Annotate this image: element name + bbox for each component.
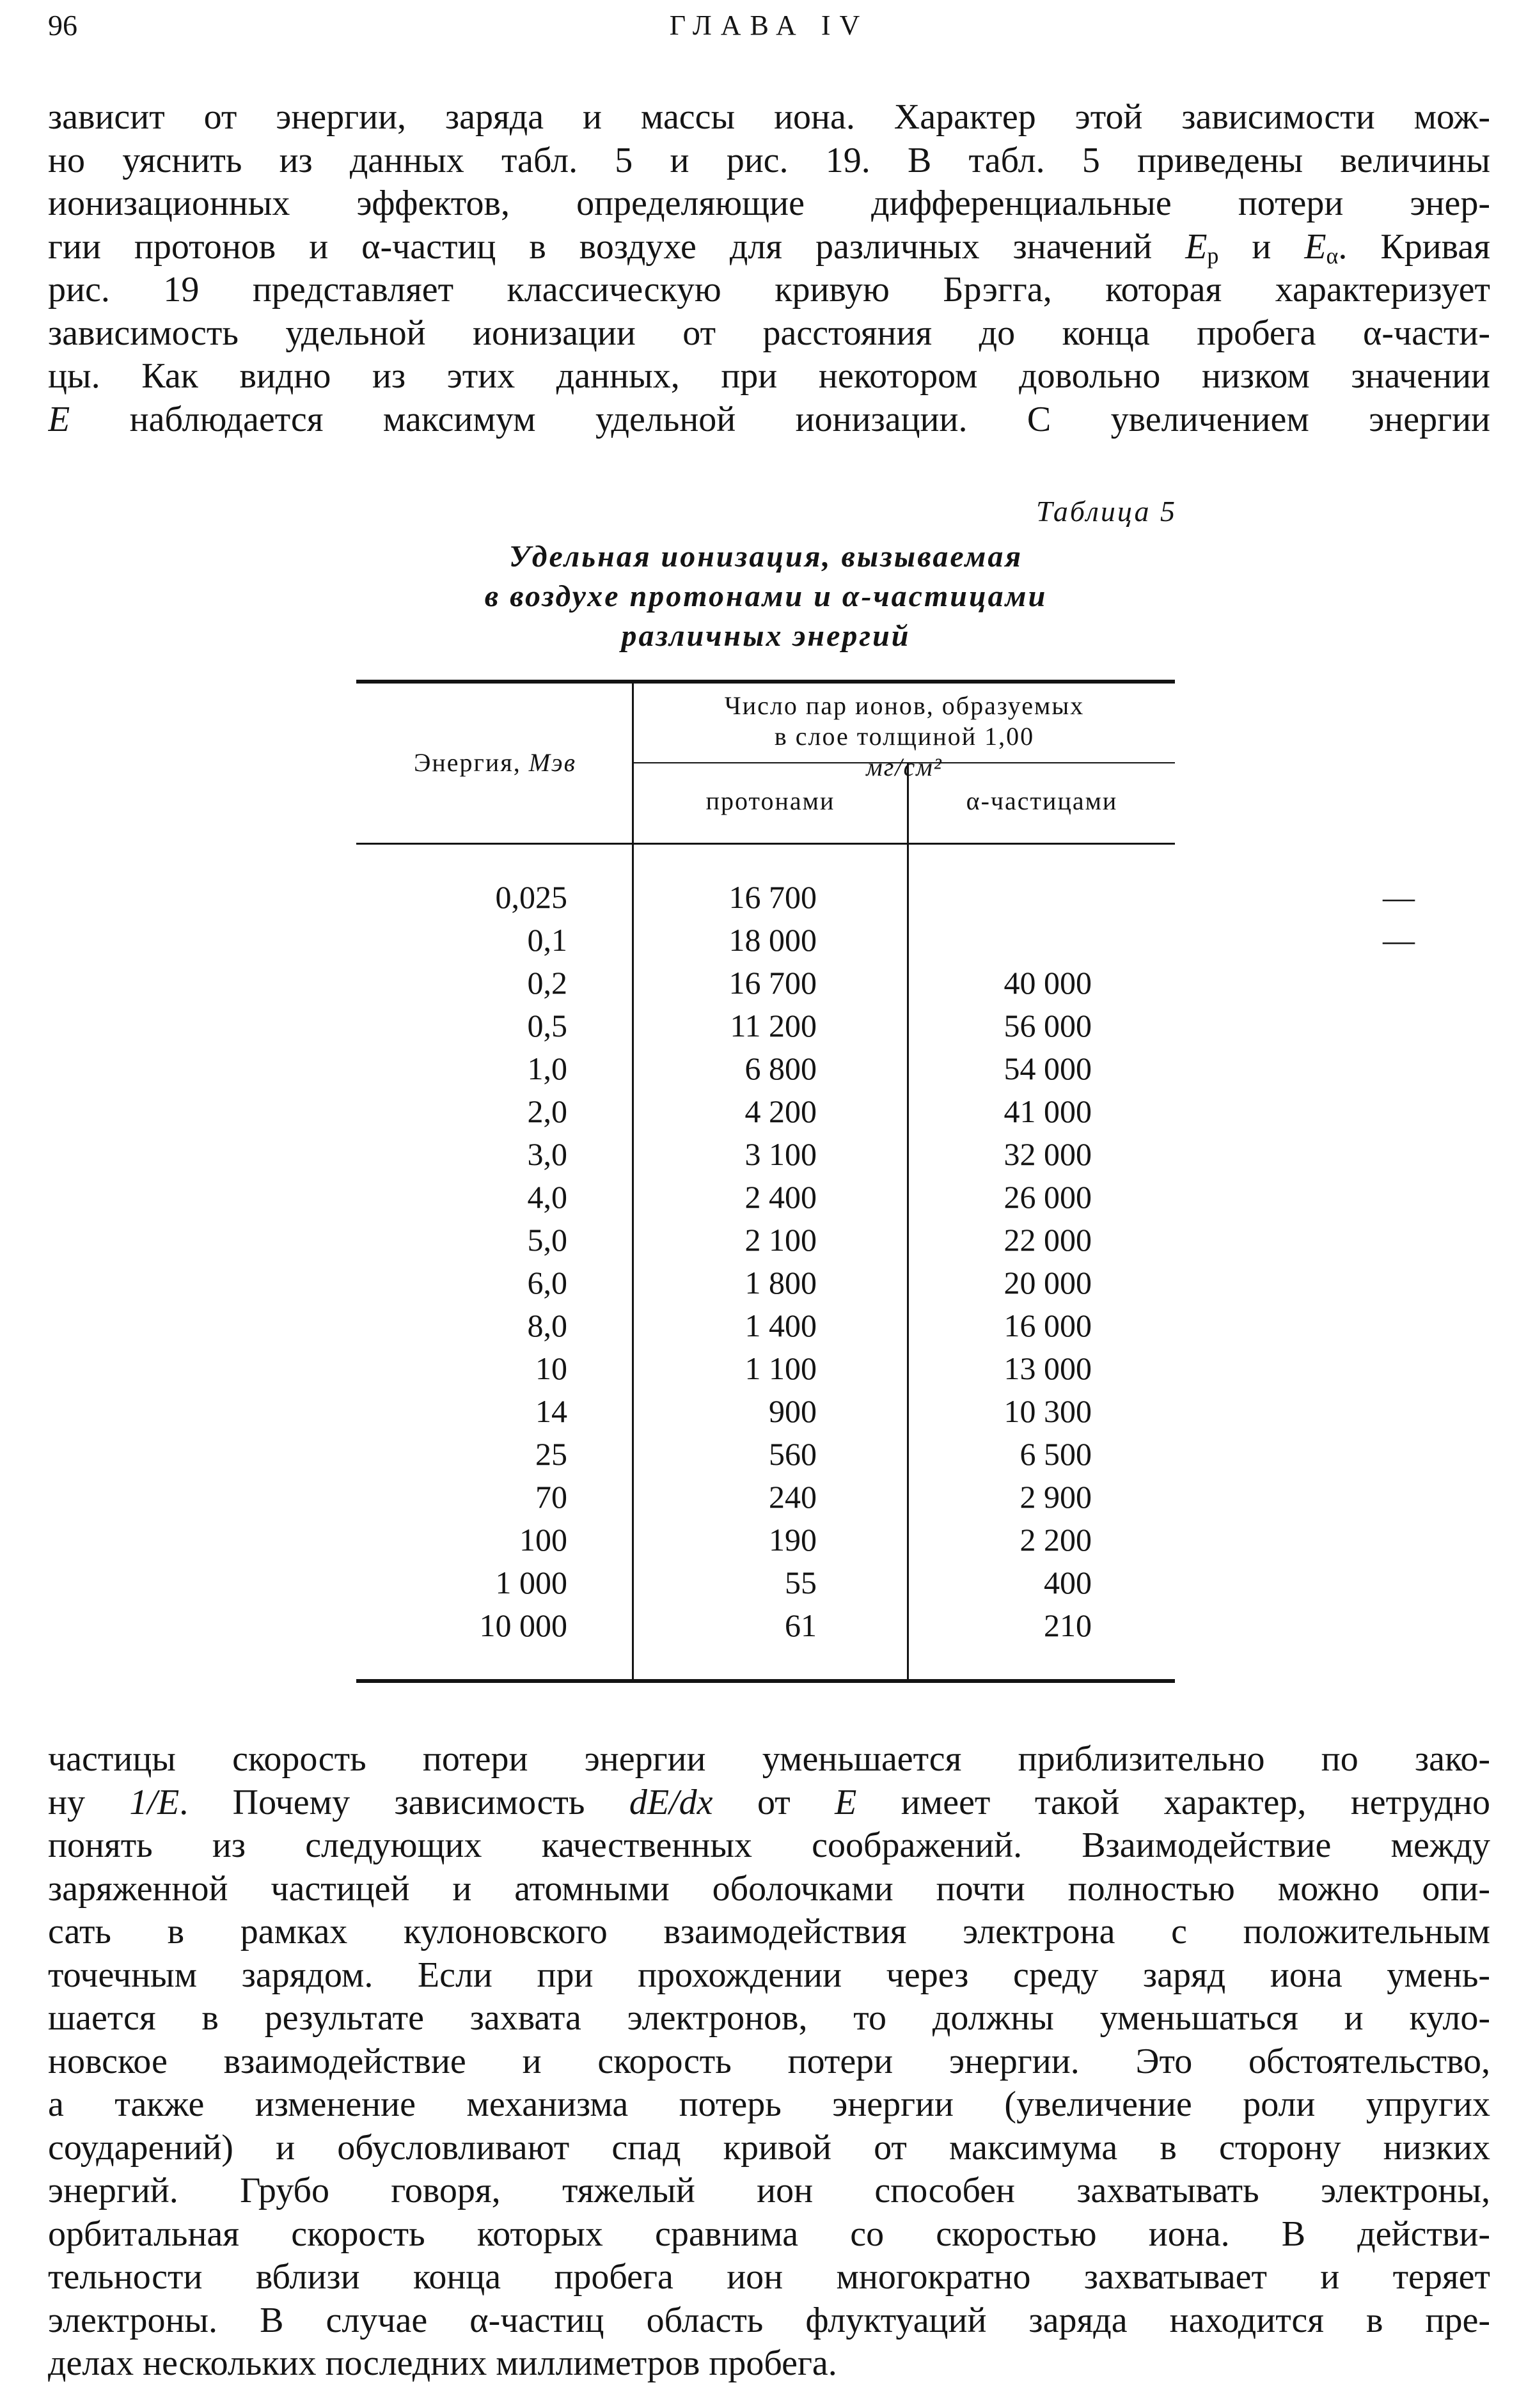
table-title-line: в воздухе протонами и α-частицами bbox=[484, 579, 1048, 613]
table-row bbox=[356, 1347, 1175, 1390]
energy-cell: 6,0 bbox=[527, 1265, 567, 1301]
text-line: точечным зарядом. Если при прохождении через среду заряд иона умень- bbox=[48, 1955, 1490, 1995]
protons-cell: 55 bbox=[785, 1565, 817, 1600]
alpha-cell: 400 bbox=[1044, 1565, 1092, 1600]
table-row bbox=[356, 1561, 1175, 1604]
text-line: делах нескольких последних миллиметров пробега. bbox=[48, 2343, 837, 2383]
alpha-cell: 20 000 bbox=[1004, 1265, 1092, 1301]
energy-cell: 10 000 bbox=[479, 1607, 567, 1643]
text-line: E наблюдается максимум удельной ионизации. С увеличением энергии bbox=[48, 399, 1490, 439]
alpha-cell: 26 000 bbox=[1004, 1179, 1092, 1215]
protons-cell: 3 100 bbox=[744, 1136, 817, 1172]
alpha-cell: 13 000 bbox=[1004, 1350, 1092, 1386]
text-line: цы. Как видно из этих данных, при некотором довольно низком значении bbox=[48, 356, 1490, 396]
math-subscript: p bbox=[1207, 242, 1219, 269]
energy-cell: 1,0 bbox=[527, 1051, 567, 1086]
text-line: тельности вблизи конца пробега ион многократно захватывает и теряет bbox=[48, 2257, 1490, 2297]
page-number: 96 bbox=[48, 9, 77, 42]
alpha-cell: 6 500 bbox=[1019, 1436, 1092, 1472]
text-line: орбитальная скорость которых сравнима со скоростью иона. В действи- bbox=[48, 2214, 1490, 2254]
table-bottom-rule bbox=[356, 1679, 1175, 1683]
alpha-cell: 2 200 bbox=[1019, 1522, 1092, 1558]
text-line: соударений) и обусловливают спад кривой от максимума в сторону низких bbox=[48, 2127, 1490, 2168]
table-row bbox=[356, 1005, 1175, 1047]
running-head: ГЛАВА IV bbox=[669, 10, 869, 41]
protons-cell: 6 800 bbox=[744, 1051, 817, 1086]
table-row bbox=[356, 1133, 1175, 1176]
table-row bbox=[356, 962, 1175, 1005]
protons-cell: 16 700 bbox=[728, 879, 817, 915]
table-row bbox=[356, 1604, 1175, 1647]
energy-cell: 0,1 bbox=[527, 922, 567, 958]
alpha-column-header: α-частицами bbox=[966, 786, 1118, 815]
protons-cell: 16 700 bbox=[728, 965, 817, 1001]
table-row bbox=[356, 876, 1415, 919]
alpha-cell: 210 bbox=[1044, 1607, 1092, 1643]
energy-cell: 100 bbox=[519, 1522, 567, 1558]
paragraph-intro bbox=[48, 96, 1490, 441]
table-title bbox=[358, 537, 1174, 656]
math-expr: dE/dx bbox=[629, 1782, 713, 1822]
text-line: зависит от энергии, заряда и массы иона. Характер этой зависимости мож- bbox=[48, 97, 1490, 137]
energy-cell: 0,5 bbox=[527, 1008, 567, 1044]
alpha-cell: 10 300 bbox=[1004, 1393, 1092, 1429]
energy-cell: 5,0 bbox=[527, 1222, 567, 1258]
alpha-cell: 54 000 bbox=[1004, 1051, 1092, 1086]
table-header-rule bbox=[356, 843, 1175, 845]
alpha-cell: 40 000 bbox=[1004, 965, 1092, 1001]
math-subscript: α bbox=[1326, 242, 1339, 269]
protons-cell: 190 bbox=[769, 1522, 817, 1558]
energy-column-header: Энергия, Мэв bbox=[413, 748, 577, 777]
energy-cell: 3,0 bbox=[527, 1136, 567, 1172]
protons-cell: 560 bbox=[769, 1436, 817, 1472]
protons-cell: 18 000 bbox=[728, 922, 817, 958]
table-body bbox=[356, 876, 1415, 1647]
alpha-cell: — bbox=[1383, 922, 1415, 958]
math-var: E bbox=[835, 1782, 857, 1822]
paragraph-continuation bbox=[48, 1738, 1490, 2386]
table-label: Таблица 5 bbox=[1035, 495, 1177, 528]
ion-pairs-group-header: Число пар ионов, образуемых в слое толщиной 1,00 мг/см² bbox=[724, 691, 1085, 781]
table-row bbox=[356, 919, 1415, 962]
text-line: но уяснить из данных табл. 5 и рис. 19. В табл. 5 приведены величины bbox=[48, 140, 1490, 180]
alpha-cell: 32 000 bbox=[1004, 1136, 1092, 1172]
energy-cell: 10 bbox=[535, 1350, 567, 1386]
protons-cell: 4 200 bbox=[744, 1093, 817, 1129]
energy-cell: 4,0 bbox=[527, 1179, 567, 1215]
energy-cell: 8,0 bbox=[527, 1308, 567, 1343]
energy-cell: 14 bbox=[535, 1393, 567, 1429]
text-line: сать в рамках кулоновского взаимодействия электрона с положительным bbox=[48, 1912, 1490, 1951]
table-top-rule bbox=[356, 680, 1175, 684]
protons-cell: 61 bbox=[785, 1607, 817, 1643]
alpha-cell: 41 000 bbox=[1004, 1093, 1092, 1129]
table-row bbox=[356, 1090, 1175, 1133]
text-line: ну 1/E. Почему зависимость dE/dx от E имеет такой характер, нетрудно bbox=[48, 1782, 1490, 1822]
text-line: ионизационных эффектов, определяющие дифференциальные потери энер- bbox=[48, 184, 1490, 223]
math-var: E bbox=[1185, 226, 1208, 267]
energy-cell: 1 000 bbox=[495, 1565, 567, 1600]
alpha-cell: 56 000 bbox=[1004, 1008, 1092, 1044]
protons-cell: 1 800 bbox=[744, 1265, 817, 1301]
protons-cell: 240 bbox=[769, 1479, 817, 1515]
table-row bbox=[356, 1262, 1175, 1304]
page-header bbox=[48, 6, 1490, 45]
alpha-cell: 16 000 bbox=[1004, 1308, 1092, 1343]
math-var: E bbox=[1304, 226, 1326, 267]
protons-cell: 2 400 bbox=[744, 1179, 817, 1215]
protons-cell: 1 400 bbox=[744, 1308, 817, 1343]
math-var: E bbox=[48, 399, 70, 439]
text-line: энергий. Грубо говоря, тяжелый ион способен захватывать электроны, bbox=[48, 2171, 1490, 2210]
text-line: новское взаимодействие и скорость потери энергии. Это обстоятельство, bbox=[48, 2041, 1490, 2081]
table-title-line: Удельная ионизация, вызываемая bbox=[508, 540, 1023, 574]
table-row bbox=[356, 1476, 1175, 1519]
table-title-line: различных энергий bbox=[621, 619, 911, 653]
protons-cell: 900 bbox=[769, 1393, 817, 1429]
energy-cell: 70 bbox=[535, 1479, 567, 1515]
table-row bbox=[356, 1219, 1175, 1262]
table-row bbox=[356, 1176, 1175, 1219]
alpha-cell: — bbox=[1383, 879, 1415, 915]
table-row bbox=[356, 1519, 1175, 1561]
protons-cell: 1 100 bbox=[744, 1350, 817, 1386]
text-line: рис. 19 представляет классическую кривую Брэгга, которая характеризует bbox=[48, 270, 1490, 309]
text-line: заряженной частицей и атомными оболочками почти полностью можно опи- bbox=[48, 1868, 1490, 1909]
protons-column-header: протонами bbox=[705, 786, 835, 815]
energy-cell: 2,0 bbox=[527, 1093, 567, 1129]
text-line: шается в результате захвата электронов, то должны уменьшаться и куло- bbox=[48, 1998, 1490, 2038]
text-line: электроны. В случае α-частиц область флуктуаций заряда находится в пре- bbox=[48, 2300, 1490, 2340]
protons-cell: 2 100 bbox=[744, 1222, 817, 1258]
energy-cell: 0,2 bbox=[527, 965, 567, 1001]
alpha-cell: 22 000 bbox=[1004, 1222, 1092, 1258]
table-row bbox=[356, 1433, 1175, 1476]
math-expr: 1/E bbox=[129, 1782, 180, 1822]
text-line: а также изменение механизма потерь энергии (увеличение роли упругих bbox=[48, 2084, 1490, 2124]
alpha-cell: 2 900 bbox=[1019, 1479, 1092, 1515]
table-row bbox=[356, 1304, 1175, 1347]
energy-cell: 0,025 bbox=[495, 879, 567, 915]
protons-cell: 11 200 bbox=[730, 1008, 817, 1044]
text-line: частицы скорость потери энергии уменьшается приблизительно по зако- bbox=[48, 1739, 1490, 1779]
text-line: зависимость удельной ионизации от расстояния до конца пробега α-части- bbox=[48, 313, 1490, 353]
text-line: гии протонов и α-частиц в воздухе для различных значений $E_p$ и $E_\alpha$. Кривая bbox=[48, 226, 1490, 269]
table-row bbox=[356, 1047, 1175, 1090]
table-row bbox=[356, 1390, 1175, 1433]
energy-cell: 25 bbox=[535, 1436, 567, 1472]
text-line: понять из следующих качественных соображений. Взаимодействие между bbox=[48, 1826, 1490, 1865]
